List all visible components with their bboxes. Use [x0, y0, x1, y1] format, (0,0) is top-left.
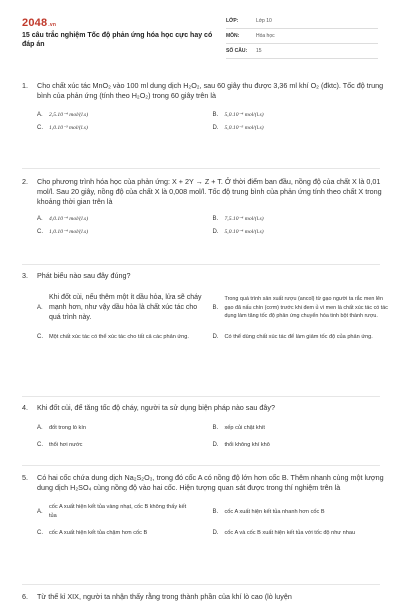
question-5: 5. Có hai cốc chứa dung dịch Na₂S₂O₃, trong đó cốc A có nồng độ lớn hơn cốc B. Thêm nhanh cùng một lượng dung dịch H₂SO₄ cùng nồng độ vào hai cốc. Hiện tượng quan sát được trong thí nghiệm trên là A. cốc A xuất hiện kết tủa vàng nhạt, cốc B không thấy kết tủa B. cốc A xuất hiện kết tủa nhanh hơn cốc B C. cốc A xuất hiện kết tủa chậm hơn cốc B D. cốc A và cốc B xuất hiện kết tủa với tốc độ như nhau: [22, 473, 388, 538]
option-c[interactable]: C. thổi hơi nước: [37, 442, 83, 448]
option-d[interactable]: D. thổi không khí khô: [212, 442, 270, 448]
option-a[interactable]: A. Khi đốt củi, nếu thêm một ít dầu hỏa, lửa sẽ cháy mạnh hơn, như vậy dầu hỏa là chất xúc tác cho quá trình này.: [37, 294, 202, 321]
option-a[interactable]: A. cốc A xuất hiện kết tủa vàng nhạt, cốc B không thấy kết tủa: [37, 504, 187, 519]
option-c[interactable]: C. cốc A xuất hiện kết tủa chậm hơn cốc B: [37, 530, 148, 537]
option-d[interactable]: D. Có thể dùng chất xúc tác để làm giảm tốc độ của phản ứng.: [212, 334, 373, 341]
meta-row-count: SỐ CÂU: 15: [226, 44, 378, 59]
question-text: Cho phương trình hóa học của phản ứng: X + 2Y → Z + T. Ở thời điểm ban đầu, nồng độ của chất X là 0,01 mol/l. Sau 20 giây, nồng độ của chất X là 0,008 mol/l. Tốc độ trung bình của phản ứng tính theo chất X trong khoảng thời gian trên là: [37, 177, 382, 206]
header: [0, 0, 400, 62]
option-d[interactable]: D. 5,0.10⁻⁵ mol/(l.s): [212, 125, 264, 131]
option-a[interactable]: A. 2,5.10⁻⁴ mol/(l.s): [37, 112, 89, 118]
option-b[interactable]: B. cốc A xuất hiện kết tủa nhanh hơn cốc B: [212, 508, 325, 515]
option-c[interactable]: C. 1,0.10⁻⁴ mol/(l.s): [37, 229, 89, 235]
option-b[interactable]: B. 5,0.10⁻⁴ mol/(l.s): [212, 112, 264, 118]
question-text: Phát biểu nào sau đây đúng?: [37, 271, 131, 280]
divider: [22, 168, 380, 169]
question-text: Có hai cốc chứa dung dịch Na₂S₂O₃, trong đó cốc A có nồng độ lớn hơn cốc B. Thêm nhanh cùng một lượng dung dịch H₂SO₄ cùng nồng độ vào hai cốc. Hiện tượng quan sát được trong thí nghiệm trên là: [37, 473, 384, 492]
option-d[interactable]: D. 5,0.10⁻⁴ mol/(l.s): [212, 229, 264, 235]
option-a[interactable]: A. 4,0.10⁻⁴ mol/(l.s): [37, 216, 89, 222]
question-3: 3. Phát biểu nào sau đây đúng? A. Khi đốt củi, nếu thêm một ít dầu hỏa, lửa sẽ cháy mạnh hơn, như vậy dầu hỏa là chất xúc tác cho quá trình này. B. Trong quá trình sản xuất rượu (ancol) từ gạo người ta rắc men lên gạo đã nấu chín (cơm) trước khi đem ủ vì men là chất xúc tác có tác dụng làm tăng tốc độ phản ứng chuyển hóa tinh bột thành rượu. C. Một chất xúc tác có thể xúc tác cho tất cả các phản ứng. D. Có thể dùng chất xúc tác để làm giảm tốc độ của phản ứng.: [22, 271, 388, 341]
option-d[interactable]: D. cốc A và cốc B xuất hiện kết tủa với tốc độ như nhau: [212, 530, 356, 537]
question-1: 1. Cho chất xúc tác MnO₂ vào 100 ml dung dịch H₂O₂, sau 60 giây thu được 3,36 ml khí O₂ (đktc). Tốc độ trung bình của phản ứng (tính theo H₂O₂) trong 60 giây trên là A. 2,5.10⁻⁴ mol/(l.s) B. 5,0.10⁻⁴ mol/(l.s) C. 1,0.10⁻³ mol/(l.s) D. 5,0.10⁻⁵ mol/(l.s): [22, 81, 388, 131]
brand-logo[interactable]: 2048.vn: [22, 17, 57, 29]
divider: [22, 264, 380, 265]
meta-row-class: LỚP: Lớp 10: [226, 14, 378, 29]
option-a[interactable]: A. đốt trong lò kín: [37, 425, 87, 431]
option-b[interactable]: B. xếp củi chặt khít: [212, 425, 265, 431]
option-c[interactable]: C. Một chất xúc tác có thể xúc tác cho tất cả các phản ứng.: [37, 334, 189, 341]
question-6: 6. Từ thế kỉ XIX, người ta nhận thấy rằng trong thành phần của khí lò cao (lò luyện: [22, 592, 388, 602]
meta-row-subject: MÔN: Hóa học: [226, 29, 378, 44]
option-c[interactable]: C. 1,0.10⁻³ mol/(l.s): [37, 125, 88, 131]
option-b[interactable]: B. Trong quá trình sản xuất rượu (ancol) từ gạo người ta rắc men lên gạo đã nấu chín (cơm) trước khi đem ủ vì men là chất xúc tác có tác dụng làm tăng tốc độ phản ứng chuyển hóa tinh bột thành rượu.: [212, 296, 388, 320]
divider: [22, 584, 380, 585]
question-text: Cho chất xúc tác MnO₂ vào 100 ml dung dịch H₂O₂, sau 60 giây thu được 3,36 ml khí O₂ (đktc). Tốc độ trung bình của phản ứng (tính theo H₂O₂) trong 60 giây trên là: [37, 81, 384, 100]
question-text: Từ thế kỉ XIX, người ta nhận thấy rằng trong thành phần của khí lò cao (lò luyện: [37, 592, 292, 601]
question-4: 4. Khi đốt củi, để tăng tốc độ cháy, người ta sử dụng biện pháp nào sau đây? A. đốt trong lò kín B. xếp củi chặt khít C. thổi hơi nước D. thổi không khí khô: [22, 403, 388, 448]
divider: [22, 465, 380, 466]
divider: [22, 396, 380, 397]
page-title: 15 câu trắc nghiệm Tốc độ phản ứng hóa học cực hay có đáp án: [22, 32, 213, 48]
question-2: 2. Cho phương trình hóa học của phản ứng: X + 2Y → Z + T. Ở thời điểm ban đầu, nồng độ của chất X là 0,01 mol/l. Sau 20 giây, nồng độ của chất X là 0,008 mol/l. Tốc độ trung bình của phản ứng tính theo chất X trong khoảng thời gian trên là A. 4,0.10⁻⁴ mol/(l.s) B. 7,5.10⁻⁴ mol/(l.s) C. 1,0.10⁻⁴ mol/(l.s) D. 5,0.10⁻⁴ mol/(l.s): [22, 177, 388, 235]
meta-table: [226, 14, 378, 59]
option-b[interactable]: B. 7,5.10⁻⁴ mol/(l.s): [212, 216, 264, 222]
question-text: Khi đốt củi, để tăng tốc độ cháy, người ta sử dụng biện pháp nào sau đây?: [37, 403, 275, 412]
